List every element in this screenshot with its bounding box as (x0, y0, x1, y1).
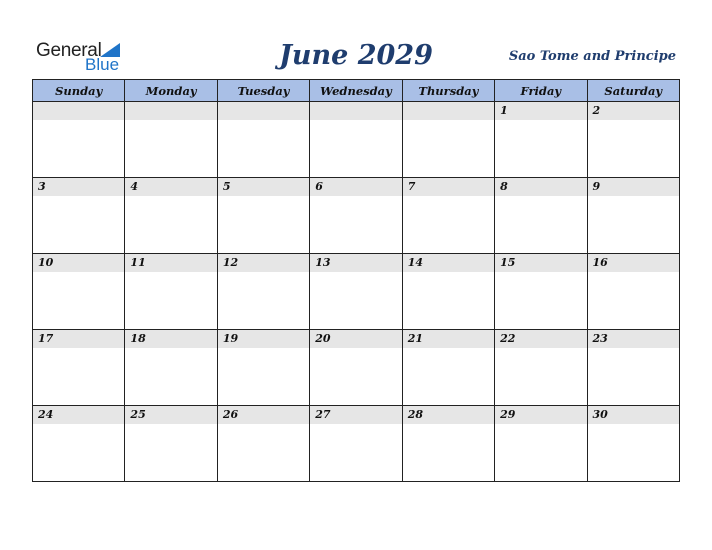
day-number (125, 102, 216, 120)
day-number: 5 (218, 178, 309, 196)
day-number (403, 102, 494, 120)
logo-blue-text: Blue (85, 55, 120, 74)
day-cell[interactable] (125, 102, 217, 178)
day-number: 28 (403, 406, 494, 424)
day-cell[interactable] (33, 406, 125, 482)
day-number: 22 (495, 330, 586, 348)
weekday-sunday: Sunday (33, 80, 125, 102)
weekday-saturday: Saturday (587, 80, 679, 102)
day-cell[interactable] (125, 330, 217, 406)
day-number: 14 (403, 254, 494, 272)
day-number: 8 (495, 178, 586, 196)
week-row (33, 406, 680, 482)
day-cell[interactable] (310, 406, 402, 482)
day-cell[interactable] (587, 102, 679, 178)
day-number (33, 102, 124, 120)
day-number: 24 (33, 406, 124, 424)
day-cell[interactable] (587, 178, 679, 254)
weekday-wednesday: Wednesday (310, 80, 402, 102)
day-cell[interactable] (310, 102, 402, 178)
day-cell[interactable] (402, 406, 494, 482)
day-cell[interactable] (33, 330, 125, 406)
day-cell[interactable] (310, 254, 402, 330)
day-cell[interactable] (125, 406, 217, 482)
day-number: 6 (310, 178, 401, 196)
day-cell[interactable] (402, 102, 494, 178)
logo-general-text: General (36, 40, 102, 61)
day-number: 12 (218, 254, 309, 272)
day-number: 13 (310, 254, 401, 272)
day-cell[interactable] (587, 330, 679, 406)
day-cell[interactable] (217, 254, 309, 330)
day-number: 11 (125, 254, 216, 272)
day-cell[interactable] (33, 178, 125, 254)
day-number: 17 (33, 330, 124, 348)
calendar-grid (32, 79, 680, 482)
week-row (33, 330, 680, 406)
weekday-monday: Monday (125, 80, 217, 102)
day-number (310, 102, 401, 120)
day-number: 9 (588, 178, 679, 196)
day-number: 10 (33, 254, 124, 272)
day-cell[interactable] (125, 178, 217, 254)
day-number: 15 (495, 254, 586, 272)
day-number: 3 (33, 178, 124, 196)
day-cell[interactable] (495, 102, 587, 178)
day-number: 7 (403, 178, 494, 196)
day-cell[interactable] (33, 254, 125, 330)
day-cell[interactable] (587, 254, 679, 330)
day-cell[interactable] (402, 254, 494, 330)
day-number: 2 (588, 102, 679, 120)
day-cell[interactable] (310, 330, 402, 406)
day-cell[interactable] (495, 178, 587, 254)
day-number: 20 (310, 330, 401, 348)
day-number: 4 (125, 178, 216, 196)
day-cell[interactable] (587, 406, 679, 482)
day-cell[interactable] (125, 254, 217, 330)
day-number: 1 (495, 102, 586, 120)
weekday-tuesday: Tuesday (217, 80, 309, 102)
week-row (33, 178, 680, 254)
day-number: 25 (125, 406, 216, 424)
day-number: 27 (310, 406, 401, 424)
week-row (33, 102, 680, 178)
weekday-thursday: Thursday (402, 80, 494, 102)
day-number: 26 (218, 406, 309, 424)
day-cell[interactable] (495, 254, 587, 330)
day-number (218, 102, 309, 120)
day-number: 19 (218, 330, 309, 348)
country-name: Sao Tome and Principe (508, 49, 676, 64)
day-cell[interactable] (217, 330, 309, 406)
day-number: 30 (588, 406, 679, 424)
day-cell[interactable] (310, 178, 402, 254)
weekday-friday: Friday (495, 80, 587, 102)
day-cell[interactable] (217, 406, 309, 482)
day-number: 18 (125, 330, 216, 348)
day-number: 21 (403, 330, 494, 348)
day-cell[interactable] (33, 102, 125, 178)
page-title: June 2029 (279, 40, 433, 71)
day-cell[interactable] (495, 330, 587, 406)
day-cell[interactable] (217, 178, 309, 254)
day-number: 23 (588, 330, 679, 348)
day-cell[interactable] (402, 178, 494, 254)
day-number: 16 (588, 254, 679, 272)
day-number: 29 (495, 406, 586, 424)
day-cell[interactable] (402, 330, 494, 406)
day-cell[interactable] (495, 406, 587, 482)
week-row (33, 254, 680, 330)
weekday-header-row (33, 80, 680, 102)
day-cell[interactable] (217, 102, 309, 178)
